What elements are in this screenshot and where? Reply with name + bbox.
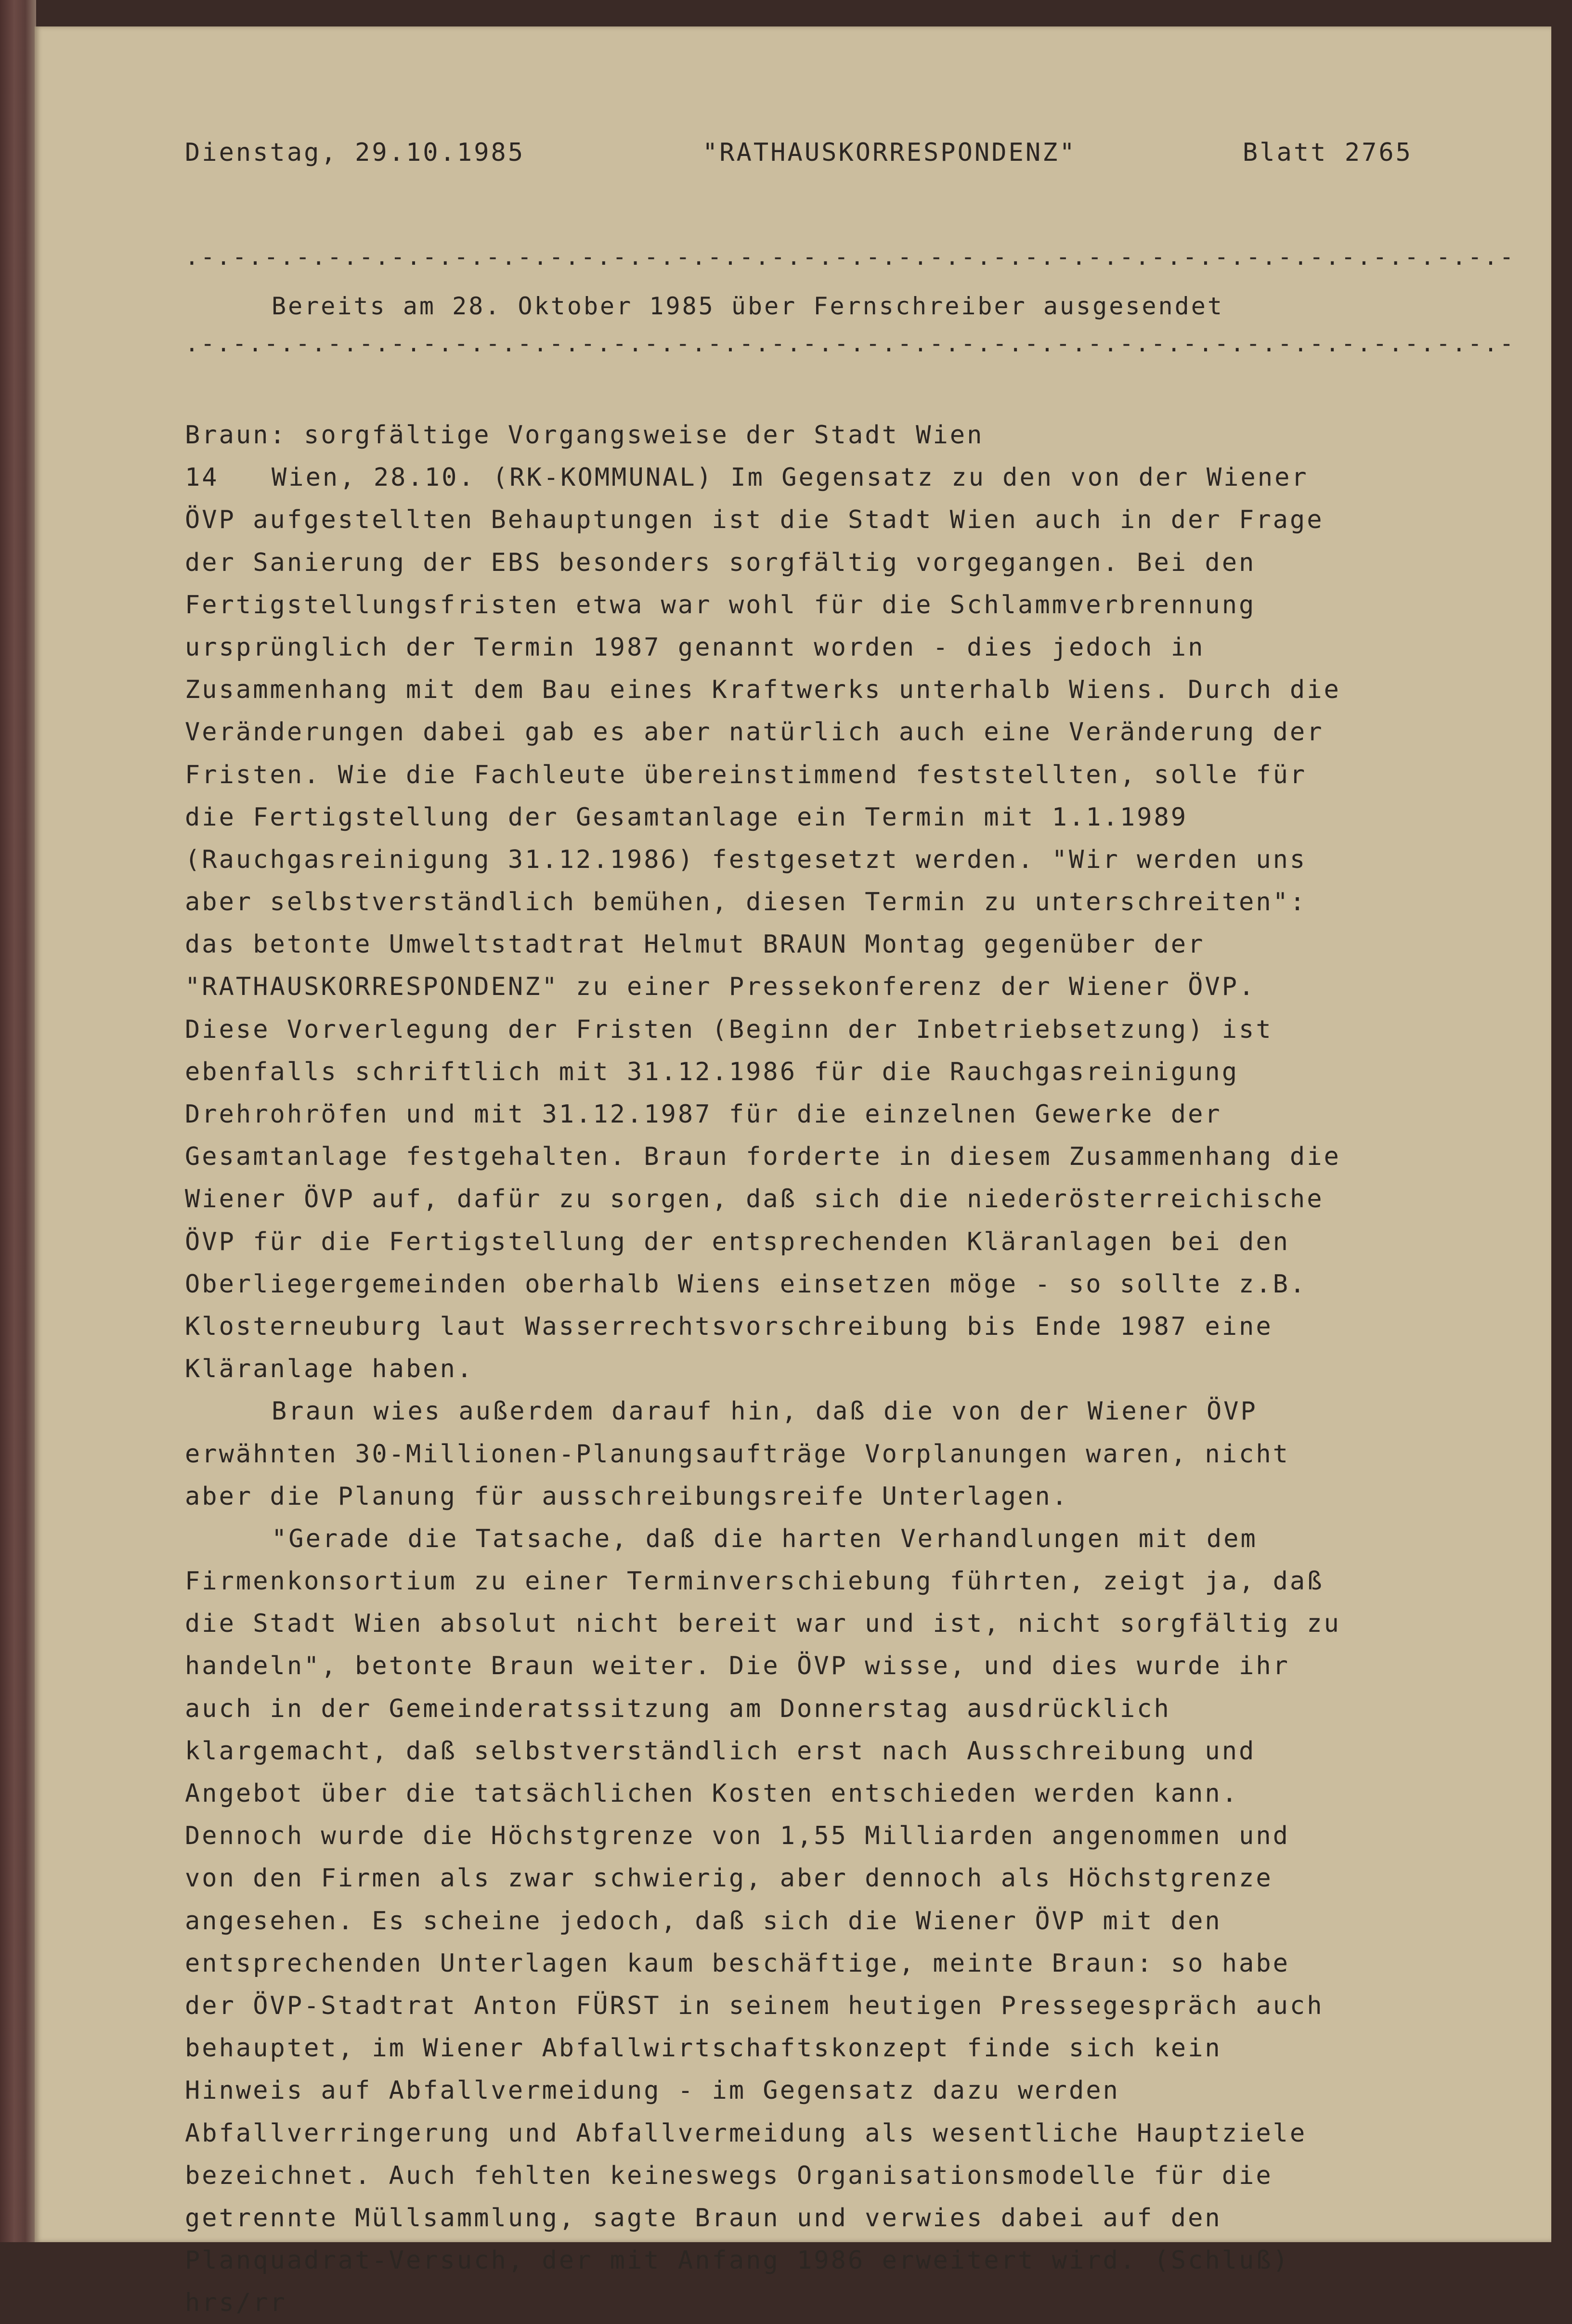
article-headline: Braun: sorgfältige Vorgangsweise der Stadt Wien xyxy=(185,421,984,450)
article-line: Drehrohröfen und mit 31.12.1987 für die einzelnen Gewerke der xyxy=(185,1100,1222,1129)
binding-edge xyxy=(0,0,36,2242)
header-publication: "RATHAUSKORRESPONDENZ" xyxy=(702,138,1077,167)
page-header xyxy=(185,138,1413,172)
paragraph-3-line: Abfallverringerung und Abfallvermeidung als wesentliche Hauptziele xyxy=(185,2118,1307,2148)
article-line: Klosterneuburg laut Wasserrechtsvorschreibung bis Ende 1987 eine xyxy=(185,1312,1273,1341)
dash-dot-rule-bottom: .-.-.-.-.-.-.-.-.-.-.-.-.-.-.-.-.-.-.-.-.-.-.-.-.-.-.-.-.-.-.-.-.-.-.-.-.-.-.-.-.-.- xyxy=(185,330,1516,357)
article-line: Oberliegergemeinden oberhalb Wiens einsetzen möge - so sollte z.B. xyxy=(185,1269,1307,1299)
paragraph-3-line: bezeichnet. Auch fehlten keineswegs Organisationsmodelle für die xyxy=(185,2161,1273,2190)
article-line: Gesamtanlage festgehalten. Braun forderte in diesem Zusammenhang die xyxy=(185,1142,1341,1172)
article xyxy=(185,414,1413,2324)
article-line: aber selbstverständlich bemühen, diesen Termin zu unterschreiten": xyxy=(185,888,1307,917)
article-line: Veränderungen dabei gab es aber natürlich auch eine Veränderung der xyxy=(185,718,1324,747)
paragraph-3-line: der ÖVP-Stadtrat Anton FÜRST in seinem heutigen Pressegespräch auch xyxy=(185,1991,1324,2020)
paragraph-3-line: die Stadt Wien absolut nicht bereit war und ist, nicht sorgfältig zu xyxy=(185,1609,1341,1639)
article-line: Zusammenhang mit dem Bau eines Kraftwerks unterhalb Wiens. Durch die xyxy=(185,675,1341,705)
paragraph-3-line: klargemacht, daß selbstverständlich erst nach Ausschreibung und xyxy=(185,1736,1256,1766)
paragraph-3-line: getrennte Müllsammlung, sagte Braun und verwies dabei auf den xyxy=(185,2203,1222,2233)
paragraph-2-line: erwähnten 30-Millionen-Planungsaufträge Vorplanungen waren, nicht xyxy=(185,1439,1290,1469)
article-line: ebenfalls schriftlich mit 31.12.1986 für die Rauchgasreinigung xyxy=(185,1057,1239,1086)
dash-dot-rule-top: .-.-.-.-.-.-.-.-.-.-.-.-.-.-.-.-.-.-.-.-.-.-.-.-.-.-.-.-.-.-.-.-.-.-.-.-.-.-.-.-.-.- xyxy=(185,244,1516,271)
article-line: ursprünglich der Termin 1987 genannt worden - dies jedoch in xyxy=(185,633,1205,662)
article-line: Diese Vorverlegung der Fristen (Beginn der Inbetriebsetzung) ist xyxy=(185,1015,1273,1044)
article-line: Kläranlage haben. xyxy=(185,1355,474,1384)
article-lead-line xyxy=(185,456,1413,499)
paragraph-3-line: Hinweis auf Abfallvermeidung - im Gegensatz dazu werden xyxy=(185,2076,1120,2105)
paragraph-3-line: Angebot über die tatsächlichen Kosten entschieden werden kann. xyxy=(185,1779,1239,1808)
paragraph-2-line: Braun wies außerdem darauf hin, daß die von der Wiener ÖVP xyxy=(272,1397,1258,1426)
header-date: Dienstag, 29.10.1985 xyxy=(185,138,525,167)
article-line: "RATHAUSKORRESPONDENZ" zu einer Pressekonferenz der Wiener ÖVP. xyxy=(185,972,1256,1002)
signature-initials: hrs/rr xyxy=(185,2288,287,2318)
paragraph-3-line: Dennoch wurde die Höchstgrenze von 1,55 Milliarden angenommen und xyxy=(185,1821,1290,1851)
paragraph-3-line: behauptet, im Wiener Abfallwirtschaftskonzept finde sich kein xyxy=(185,2034,1222,2063)
paragraph-3-line: angesehen. Es scheine jedoch, daß sich die Wiener ÖVP mit den xyxy=(185,1906,1222,1936)
article-line: Fristen. Wie die Fachleute übereinstimmend feststellten, solle für xyxy=(185,760,1307,789)
article-line: die Fertigstellung der Gesamtanlage ein Termin mit 1.1.1989 xyxy=(185,802,1188,832)
paragraph-3-line: "Gerade die Tatsache, daß die harten Verhandlungen mit dem xyxy=(272,1524,1258,1553)
header-page-number: Blatt 2765 xyxy=(1242,138,1413,167)
paragraph-3-line: Planquadrat-Versuch, der mit Anfang 1986 erweitert wird. (Schluß) xyxy=(185,2246,1290,2275)
paragraph-3-line: entsprechenden Unterlagen kaum beschäftige, meinte Braun: so habe xyxy=(185,1949,1290,1978)
article-line: Wien, 28.10. (RK-KOMMUNAL) Im Gegensatz zu den von der Wiener xyxy=(272,463,1309,492)
paragraph-3-line: auch in der Gemeinderatssitzung am Donnerstag ausdrücklich xyxy=(185,1694,1171,1723)
article-line: Wiener ÖVP auf, dafür zu sorgen, daß sich die niederösterreichische xyxy=(185,1185,1324,1214)
article-line: (Rauchgasreinigung 31.12.1986) festgesetzt werden. "Wir werden uns xyxy=(185,845,1307,874)
article-line: ÖVP für die Fertigstellung der entsprechenden Kläranlagen bei den xyxy=(185,1227,1290,1256)
article-line: das betonte Umweltstadtrat Helmut BRAUN Montag gegenüber der xyxy=(185,930,1205,959)
paragraph-2-line: aber die Planung für ausschreibungsreife Unterlagen. xyxy=(185,1482,1069,1511)
paragraph-3-line: Firmenkonsortium zu einer Terminverschiebung führten, zeigt ja, daß xyxy=(185,1567,1324,1596)
article-line: ÖVP aufgestellten Behauptungen ist die Stadt Wien auch in der Frage xyxy=(185,505,1324,535)
paragraph-3-line: handeln", betonte Braun weiter. Die ÖVP wisse, und dies wurde ihr xyxy=(185,1652,1290,1681)
transmission-notice: Bereits am 28. Oktober 1985 über Fernschreiber ausgesendet xyxy=(272,292,1224,320)
article-line: Fertigstellungsfristen etwa war wohl für die Schlammverbrennung xyxy=(185,590,1256,620)
article-number: 14 xyxy=(185,463,219,492)
paragraph-3-line: von den Firmen als zwar schwierig, aber dennoch als Höchstgrenze xyxy=(185,1864,1273,1893)
article-line: der Sanierung der EBS besonders sorgfältig vorgegangen. Bei den xyxy=(185,548,1256,577)
paper-sheet xyxy=(35,26,1551,2318)
